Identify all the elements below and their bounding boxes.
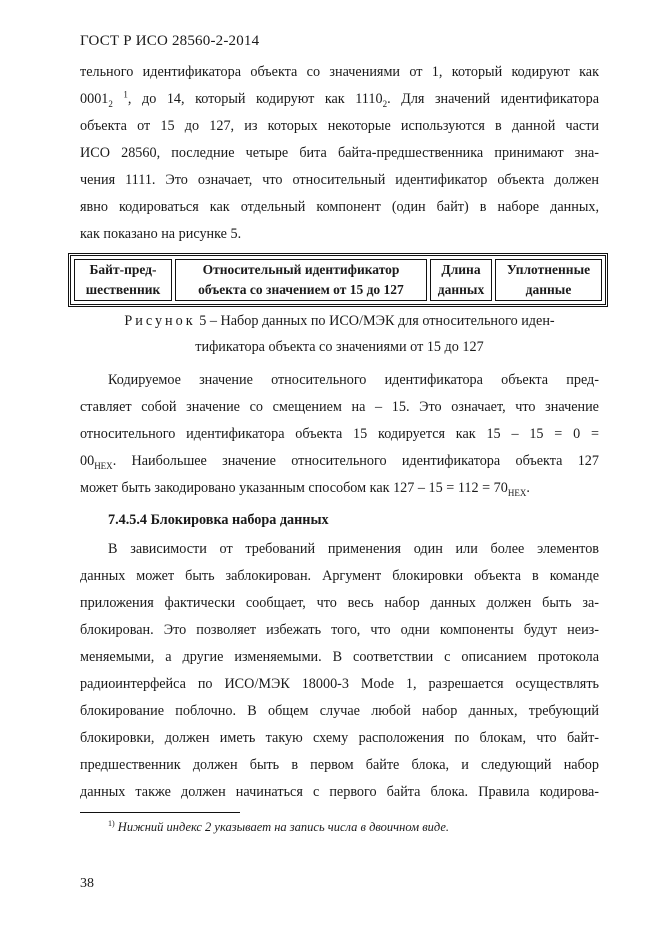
figure-caption-cont: тификатора объекта со значениями от 15 до 127 [195, 339, 484, 355]
paragraph-line: Кодируемое значение относительного идентификатора объекта пред- [108, 372, 599, 388]
paragraph-line: данных может быть заблокирован. Аргумент блокировки объекта в команде [80, 568, 599, 584]
footnote: $^{1)}$ Нижний индекс 2 указывает на запись числа в двоичном виде. [108, 818, 450, 834]
paragraph-line: может быть закодировано указанным способом как $127 - 15 = 112 = 70_{HEX}$. [80, 480, 530, 498]
figure-caption: Рисунок 5 – Набор данных по ИСО/МЭК для относительного иден- [124, 313, 555, 329]
paragraph-line: объекта от 15 до 127, из которых некоторые используются в данной части [80, 118, 599, 134]
paragraph-line: ставляет собой значение со смещением на – 15. Это означает, что значение [80, 399, 599, 415]
paragraph-line: $00_{HEX}$. Наибольшее значение относительного идентификатора объекта 127 [80, 453, 599, 471]
figure-5-dataset-diagram [68, 253, 608, 307]
figure-cell-precursor: Байт-пред- шественник [74, 259, 172, 301]
paragraph-line: В зависимости от требований применения один или более элементов [108, 541, 599, 557]
paragraph-line: тельного идентификатора объекта со значениями от 1, который кодируют как [80, 64, 599, 80]
page-number: 38 [80, 876, 94, 891]
figure-cell-compacted-data: Уплотненные данные [495, 259, 602, 301]
paragraph-line: предшественник должен быть в первом байте блока, и следующий набор [80, 757, 599, 773]
paragraph-line: относительного идентификатора объекта 15 кодируется как 15 – 15 = 0 = [80, 426, 599, 442]
paragraph-line: радиоинтерфейса по ИСО/МЭК 18000-3 Mode 1, разрешается осуществлять [80, 676, 599, 692]
footnote-ref: 1 [123, 89, 128, 100]
paragraph-line: блокирование поблочно. В общем случае любой набор данных, требующий [80, 703, 599, 719]
section-heading: 7.4.5.4 Блокировка набора данных [108, 512, 329, 528]
paragraph-line: данных также должен начинаться с первого байта блока. Правила кодирова- [80, 784, 599, 800]
paragraph-line: блокировки, должен иметь такую схему расположения по блокам, что байт- [80, 730, 599, 746]
paragraph-line: ИСО 28560, последние четыре бита байта-предшественника принимают зна- [80, 145, 599, 161]
paragraph-line: явно кодироваться как отдельный компонент (один байт) в наборе данных, [80, 199, 599, 215]
paragraph-line: $0001_2$ $^1$, до 14, который кодируют как $1110_2$. Для значений идентификатора [80, 89, 600, 109]
figure-cell-data-length: Длина данных [430, 259, 492, 301]
figure-cell-relative-oid: Относительный идентификатор объекта со значением от 15 до 127 [175, 259, 427, 301]
paragraph-line: блокирован. Это позволяет избежать того, что одни компоненты будут неиз- [80, 622, 599, 638]
footnote-separator [80, 812, 240, 813]
paragraph-line: как показано на рисунке 5. [80, 226, 242, 242]
paragraph-line: меняемыми, а другие изменяемыми. В соответствии с описанием протокола [80, 649, 599, 665]
paragraph-line: приложения фактически сообщает, что весь набор данных должен быть за- [80, 595, 599, 611]
document-header: ГОСТ Р ИСО 28560-2-2014 [80, 33, 260, 49]
paragraph-line: чения 1111. Это означает, что относительный идентификатор объекта должен [80, 172, 599, 188]
